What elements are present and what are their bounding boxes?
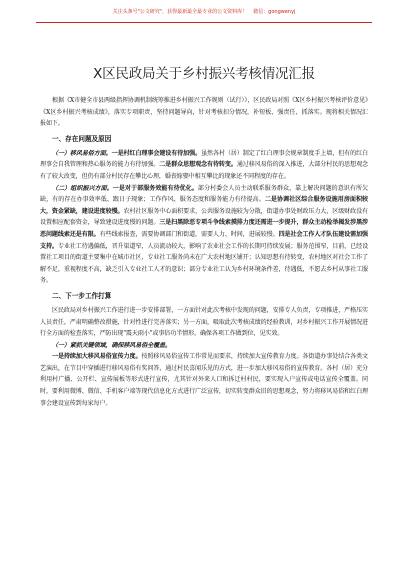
org-point-3-bold: 三是扫黑除恶专项斗争线索摸排力度还需进一步提升，群众主动检举揭发涉黑涉恶问题线索还是有限。 [40, 219, 368, 238]
paragraph-organization [40, 183, 368, 287]
point-1-bold: 一是村红白理事会建设有待加强。 [111, 149, 202, 157]
banner-wechat-text: 微信：gongwenyj [253, 8, 296, 15]
section-heading-problems: 一、存在问题及原因 [52, 134, 112, 143]
org-point-1-bold: 一是对于部服务效能有待优化。 [112, 184, 198, 192]
subheading-customs: （一）移风易俗方面。 [52, 149, 112, 157]
point-2-bold: 二是群众思想观念有待转变。 [159, 161, 237, 169]
paragraph-customs [40, 148, 368, 183]
banner-text: 关注头条号"公文研究"，获得最新最全最专业的公文资料库！ [112, 8, 248, 15]
org-point-2-bold: 二是协调社区综合服务设施用房面积较大，资金紧缺，建设进度较慢。 [40, 196, 368, 215]
subheading-organization: （二）组织振兴方面。 [52, 184, 113, 192]
promo-banner [0, 0, 408, 22]
org-point-4-bold: 四是社会工作人才队伍建设需加强支持。 [40, 230, 369, 250]
document-title: X区民政局关于乡村振兴考核情况汇报 [93, 66, 315, 82]
subheading-key-areas: （一）紧抓关键领域，确保移风易俗全覆盖。 [52, 341, 171, 349]
document-body [40, 95, 368, 409]
org-point-1-text: 部分村委会人员主动联系服务群众、靠上解决问题的意识有所欠缺，有的存在办事效率低、跟日子现象；工作作风、服务态度和服务能力有待提高。 [40, 184, 368, 204]
banner-divider [36, 22, 372, 23]
intro-paragraph: 根据《X市健全市县两级指挥协调机制统筹推进乡村振兴工作规则（试行）》，区民政局对照《X区乡村振兴考核评价意见》《X区乡村振兴考核成绩》，落实专项职责，坚持问题导向，针对考核扣分情况，补短板、强责任、抓落实。现将相关情况汇报如下。 [40, 97, 368, 128]
org-point-4-text: 专业社工待遇偏低，晋升渠道窄，人员流动较大，影响了农业社会工作的长期可持续发展；服务范围窄，目前，已经设置社工项目的街道主要集中在城市社区，专业社工服务尚未在广大农村地区铺开；认知思想有待转变，农村地区对社会工作了解不足，重视程度不高，缺乏引入专业社工人才的意识；部分专业社工认为乡村环境条件差，待遇低，不愿去乡村从事社工服务。 [40, 242, 369, 285]
paragraph-publicity [40, 351, 368, 409]
point-2-text: 通过移风易俗的深入推进，大部分村民的思想观念有了较大改变，但仍有部分村民存在攀比心理，婚丧嫁娶中相互攀比的现象还不同程度的存在。 [40, 161, 368, 180]
point-1-text: 虽然各村（居）制定了红白理事会规章制度手上墙，但有的红白理事会自我管理和热心服务的能力有待加强。 [40, 149, 368, 169]
subheading-key-areas-line [40, 340, 368, 352]
org-point-2-text: 农村社区服务中心面积要求，公共服务设施较为分散，街道办事处财政压力大，区级财政没有设置相应配套资金，导致建设进度慢的问题。 [40, 207, 368, 227]
org-point-3-text: 有些线索报查，需要协调部门和街道，需要人力、时间，进展较慢。 [99, 230, 279, 238]
publicity-point-text: 按照移风易俗宣传工作常见而要求，持续加大宣传教育力度。各街道办事处结合各类文艺演出，在节目中穿插进行移风易俗有奖问答，通过村民喜闻乐见的方式，进一步加大移风易俗的宣传教育。各村（居）充分利用村广播、公开栏、宣传展板等形式进行宣传，尤其针对外来人口和拆迁村村民，要实现入户宣传或电话宣传全覆盖。同时，要利用微博、微信、手机客户端等现代信息化方式进行广泛宣传，切实转变群众旧的思想观念，努力将移风易俗和红白理事会建设宣传到每家每户。 [40, 353, 368, 407]
publicity-point-bold: 一是持续加大移风易俗宣传力度。 [52, 353, 142, 361]
section-heading-next-steps: 二、下一步工作打算 [52, 291, 112, 300]
next-steps-paragraph: 区民政局对乡村振兴工作进行进一步安排部署，一方面针对此次考核中发现的问题，安排专人负责，专项推进，严格压实人员责任，严肃明确整改措施，针对性进行完善落实；另一方面，吸取此次考核成绩的经验教训，对乡村振兴工作开展情况进行全方面的检查落实，严防出现"震天雨小"或事倍功半情形，确保各项工作做到位，见实效。 [40, 306, 368, 338]
